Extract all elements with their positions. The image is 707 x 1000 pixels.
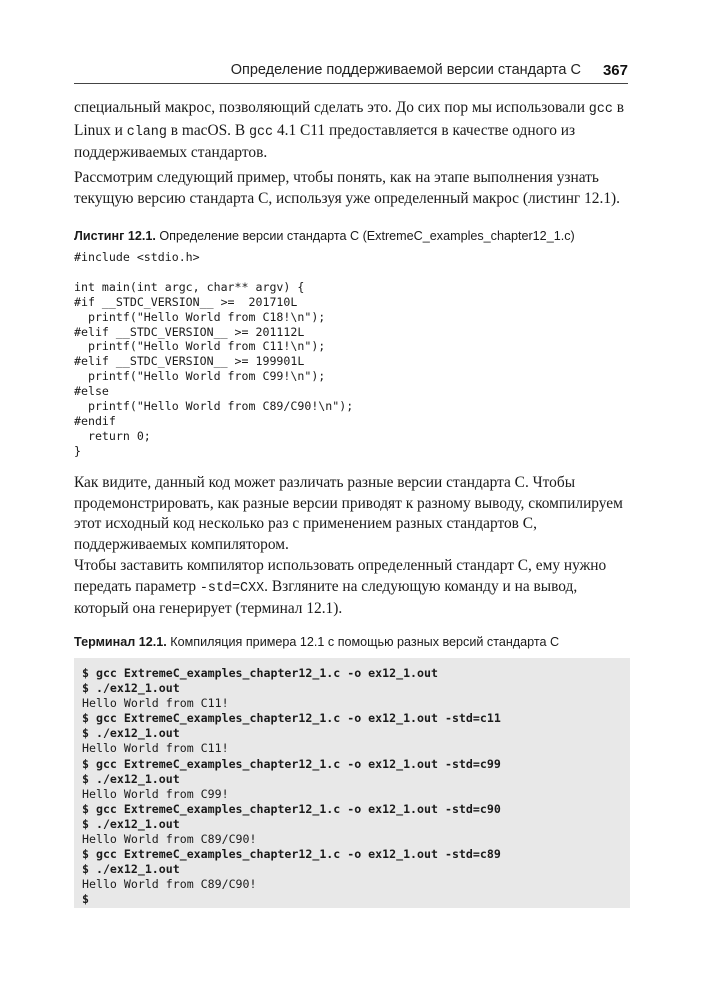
listing-label: Листинг 12.1.	[74, 229, 156, 243]
terminal-command-line: $ gcc ExtremeC_examples_chapter12_1.c -o ex12_1.out -std=c99	[82, 756, 501, 771]
code-listing	[74, 250, 634, 459]
listing-caption-text: Определение версии стандарта C (ExtremeC_examples_chapter12_1.c)	[155, 229, 575, 243]
listing-caption	[74, 229, 634, 243]
terminal-command-line: $ gcc ExtremeC_examples_chapter12_1.c -o ex12_1.out -std=c90	[82, 801, 501, 816]
code-line: printf("Hello World from C11!\n");	[74, 339, 326, 354]
terminal-command-line: $ ./ex12_1.out	[82, 681, 180, 696]
code-line: printf("Hello World from C89/C90!\n");	[74, 399, 354, 414]
terminal-output	[74, 658, 630, 916]
terminal-box	[74, 658, 630, 908]
terminal-output-line: Hello World from C11!	[82, 741, 229, 756]
page-number: 367	[602, 61, 628, 79]
code-line: printf("Hello World from C18!\n");	[74, 309, 326, 324]
terminal-output-line: Hello World from C11!	[82, 696, 229, 711]
terminal-command-line: $ ./ex12_1.out	[82, 771, 180, 786]
terminal-command-line: $ ./ex12_1.out	[82, 726, 180, 741]
paragraph-2: Рассмотрим следующий пример, чтобы понять, как на этапе выполнения узнать текущую версию стандарта C, используя уже определенный макрос (листинг 12.1).	[74, 169, 620, 207]
header-title: Определение поддерживаемой версии стандарта C	[230, 62, 581, 78]
running-header	[74, 57, 628, 84]
terminal-command-line: $ gcc ExtremeC_examples_chapter12_1.c -o ex12_1.out	[82, 666, 438, 680]
inline-code: gcc	[588, 102, 613, 117]
paragraph-3: Как видите, данный код может различать разные версии стандарта C. Чтобы продемонстрировать, как разные версии приводят к разному выводу, скомпилируем этот исходный код несколько раз с применением разных стандартов C, поддерживаемых компилятором.	[74, 474, 623, 553]
terminal-command-line: $ ./ex12_1.out	[82, 862, 180, 877]
code-line: #elif __STDC_VERSION__ >= 201112L	[74, 324, 305, 339]
paragraph-4: Чтобы заставить компилятор использовать определенный стандарт C, ему нужно передать параметр -std=CXX. Взгляните на следующую команду и на вывод, который она генерирует (терминал 12.1).	[74, 557, 607, 617]
code-line: }	[74, 443, 81, 458]
inline-code: -std=CXX	[199, 580, 265, 596]
code-line: printf("Hello World from C99!\n");	[74, 369, 326, 384]
inline-code: gcc	[248, 124, 274, 140]
paragraph-1: специальный макрос, позволяющий сделать это. До сих пор мы использовали gcc в Linux и clang в macOS. В gcc 4.1 C11 предоставляется в качестве одного из поддерживаемых стандартов.	[74, 99, 625, 161]
code-line: return 0;	[74, 428, 151, 443]
terminal-command-line: $ gcc ExtremeC_examples_chapter12_1.c -o ex12_1.out -std=c11	[82, 711, 501, 726]
terminal-output-line: Hello World from C89/C90!	[82, 832, 257, 847]
code-line: int main(int argc, char** argv) {	[74, 279, 305, 294]
code-line: #elif __STDC_VERSION__ >= 199901L	[74, 354, 305, 369]
terminal-output-line: Hello World from C99!	[82, 786, 229, 801]
terminal-command-line: $	[82, 892, 89, 907]
terminal-caption	[74, 635, 634, 649]
terminal-caption-text: Компиляция примера 12.1 с помощью разных версий стандарта C	[166, 635, 560, 649]
terminal-command-line: $ gcc ExtremeC_examples_chapter12_1.c -o ex12_1.out -std=c89	[82, 847, 501, 862]
terminal-label: Терминал 12.1.	[74, 635, 167, 649]
code-line: #include <stdio.h>	[74, 250, 200, 264]
code-line: #if __STDC_VERSION__ >= 201710L	[74, 294, 298, 309]
inline-code: clang	[126, 124, 167, 140]
code-line: #else	[74, 384, 109, 399]
terminal-output-line: Hello World from C89/C90!	[82, 877, 257, 892]
code-line: #endif	[74, 413, 116, 428]
terminal-command-line: $ ./ex12_1.out	[82, 816, 180, 831]
